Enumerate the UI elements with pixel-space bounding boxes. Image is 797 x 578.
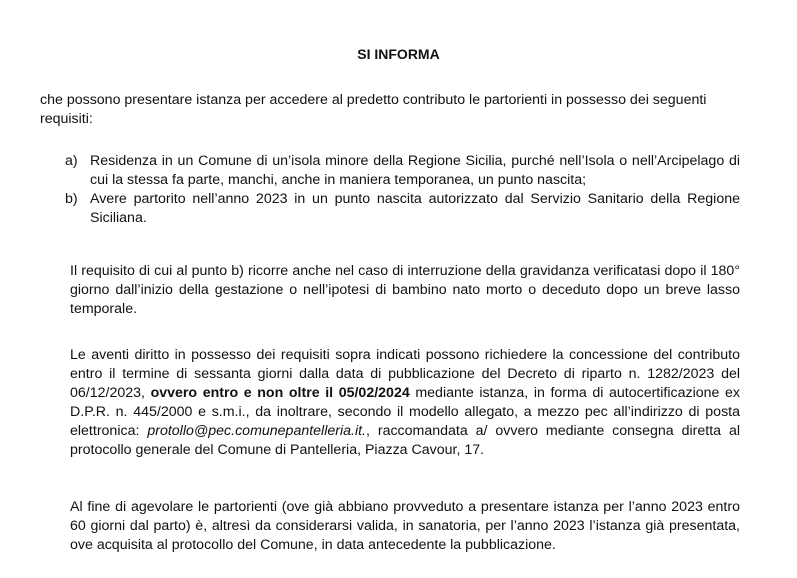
- sanatoria-paragraph: Al fine di agevolare le partorienti (ove già abbiano provveduto a presentare istanza per l’anno 2023 entro 60 giorni dal parto) è, altresì da considerarsi valida, in sanatoria, per l’anno 2023 l’istanza già presentata, ove acquisita al protocollo del Comune, in data antecedente la pubblicazione.: [70, 499, 740, 553]
- requirement-note-paragraph: Il requisito di cui al punto b) ricorre anche nel caso di interruzione della gravidanza verificatasi dopo il 180° giorno dall’inizio della gestazione o nell’ipotesi di bambino nato morto o deceduto dopo un breve lasso temporale.: [70, 263, 740, 317]
- application-text-part1: Le aventi diritto in possesso dei requisiti sopra indicati possono richiedere la concessione del contributo entro il termine di sessanta giorni dalla data di pubblicazione del Decreto di riparto n. 1282/2023 del 06/12/2023,: [70, 347, 740, 401]
- application-paragraph: [70, 346, 740, 460]
- deadline-text: ovvero entro e non oltre il 05/02/2024: [150, 385, 410, 401]
- requirement-item-a: [40, 152, 740, 190]
- application-text-part3: , raccomandata a/ ovvero mediante consegna diretta al protocollo generale del Comune di Pantelleria, Piazza Cavour, 17.: [70, 423, 740, 458]
- intro-paragraph: che possono presentare istanza per accedere al predetto contributo le partorienti in possesso dei seguenti requisiti:: [40, 92, 707, 127]
- requirements-list: [40, 152, 740, 228]
- list-marker: a): [65, 153, 78, 169]
- list-marker: b): [65, 191, 78, 207]
- requirement-item-b: [40, 190, 740, 228]
- requirement-text: Residenza in un Comune di un’isola minore della Regione Sicilia, purché nell’Isola o nell’Arcipelago di cui la stessa fa parte, manchi, anche in maniera temporanea, un punto nascita;: [90, 153, 740, 188]
- requirement-text: Avere partorito nell’anno 2023 in un punto nascita autorizzato dal Servizio Sanitario della Regione Siciliana.: [90, 191, 740, 226]
- pec-email-address: protollo@pec.comunepantelleria.it.: [147, 423, 366, 439]
- application-text-part2: mediante istanza, in forma di autocertificazione ex D.P.R. n. 445/2000 e s.m.i., da inoltrare, secondo il modello allegato, a mezzo pec all’indirizzo di posta elettronica:: [70, 385, 740, 439]
- document-heading: SI INFORMA: [357, 46, 440, 62]
